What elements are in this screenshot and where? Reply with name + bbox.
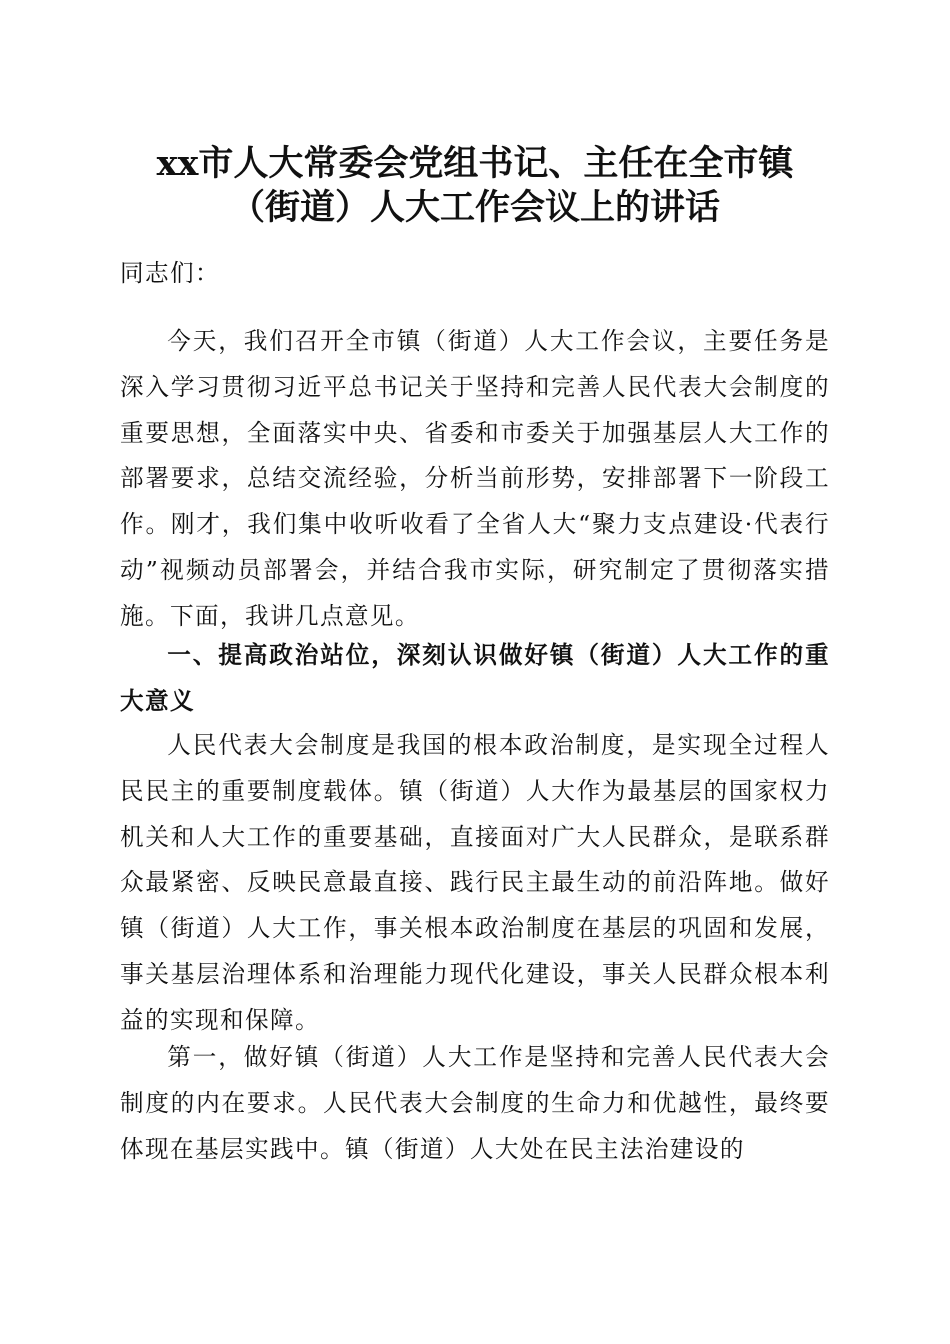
document-title-line-2: （街道）人大工作会议上的讲话 xyxy=(229,187,720,228)
paragraph-point-one: 第一，做好镇（街道）人大工作是坚持和完善人民代表大会制度的内在要求。人民代表大会制度的生命力和优越性，最终要体现在基层实践中。镇（街道）人大处在民主法治建设的 xyxy=(120,1043,830,1163)
salutation: 同志们： xyxy=(120,259,220,287)
section-heading-1: 一、提高政治站位，深刻认识做好镇（街道）人大工作的重大意义 xyxy=(120,641,830,715)
paragraph-significance: 人民代表大会制度是我国的根本政治制度，是实现全过程人民民主的重要制度载体。镇（街道）人大作为最基层的国家权力机关和人大工作的重要基础，直接面对广大人民群众，是联系群众最紧密、反映民意最直接、践行民主最生动的前沿阵地。做好镇（街道）人大工作，事关根本政治制度在基层的巩固和发展，事关基层治理体系和治理能力现代化建设，事关人民群众根本利益的实现和保障。 xyxy=(120,731,830,1034)
paragraph-intro: 今天，我们召开全市镇（街道）人大工作会议，主要任务是深入学习贯彻习近平总书记关于坚持和完善人民代表大会制度的重要思想，全面落实中央、省委和市委关于加强基层人大工作的部署要求，总结交流经验，分析当前形势，安排部署下一阶段工作。刚才，我们集中收听收看了全省人大“聚力支点建设·代表行动”视频动员部署会，并结合我市实际，研究制定了贯彻落实措施。下面，我讲几点意见。 xyxy=(120,327,830,630)
document-title-line-1: xx市人大常委会党组书记、主任在全市镇 xyxy=(156,143,794,184)
